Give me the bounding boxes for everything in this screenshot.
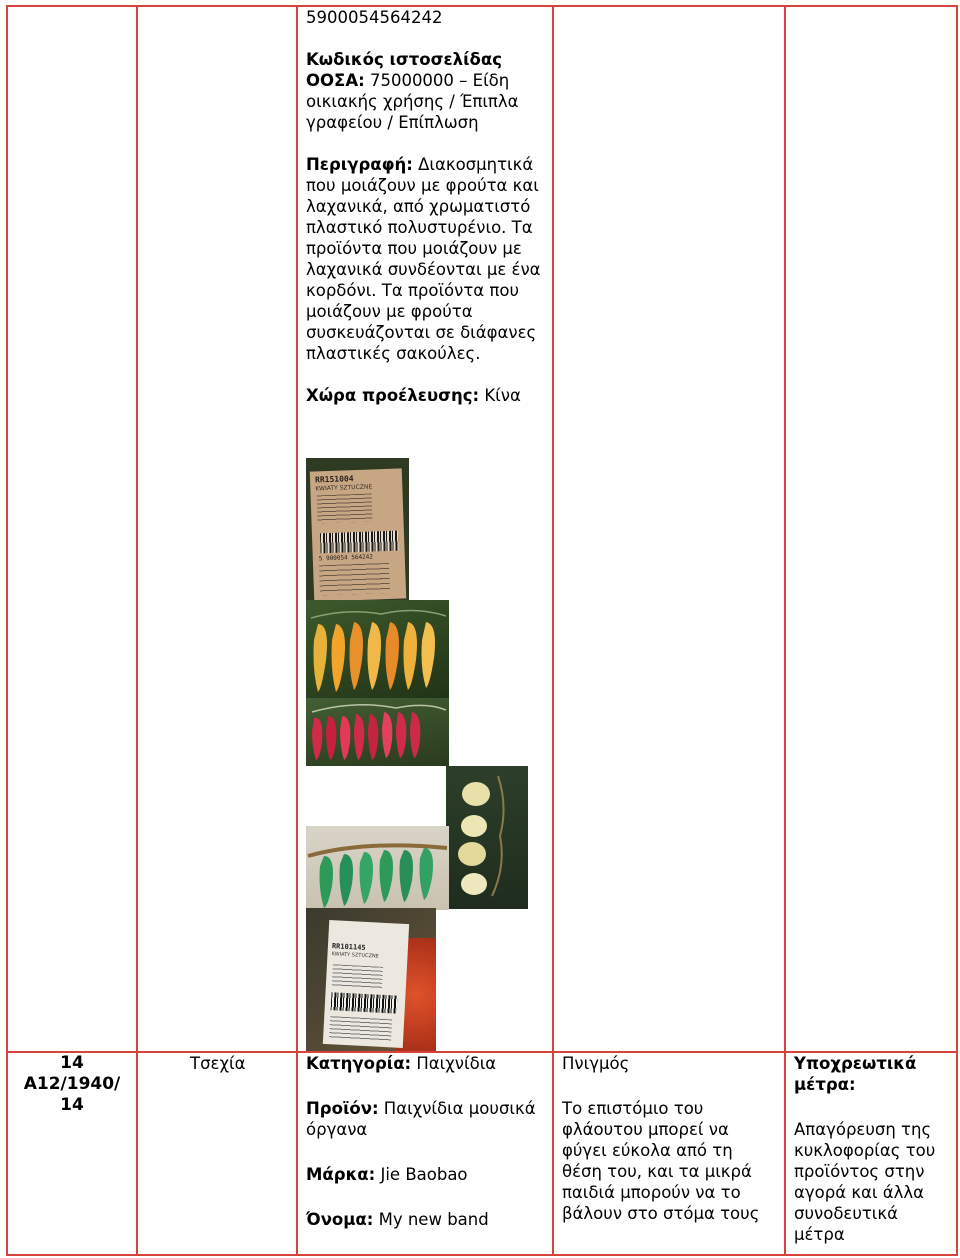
oecd-code — [306, 49, 546, 133]
product-label-photo-1 — [306, 458, 409, 601]
description-value: Διακοσμητικά που μοιάζουν με φρούτα και λαχανικά, από χρωματιστό πλαστικό πολυστυρένιο. Τα προϊόντα που μοιάζουν με λαχανικά συνδέονται με ένα κορδόνι. Τα προϊόντα που μοιάζουν με φρούτα συσκευάζονται σε διάφανες πλαστικές σακούλες. — [306, 155, 541, 363]
risk-text: Το επιστόμιο του φλάουτου μπορεί να φύγει εύκολα από τη θέση του, και τα μικρά παιδιά μπορούν να το βάλουν στο στόμα τους — [562, 1099, 760, 1223]
pea-pods-photo — [306, 826, 449, 910]
name-label: Όνομα: — [306, 1210, 374, 1229]
product-label-photo-2 — [306, 908, 436, 1051]
product-label: Προϊόν: — [306, 1099, 379, 1118]
pea-pods-image — [306, 826, 449, 910]
table-border-col4 — [784, 5, 786, 1256]
country-of-origin — [306, 385, 546, 406]
table-border-bottom — [6, 1254, 958, 1256]
potatoes-photo — [446, 766, 528, 909]
label2-code-text: RR101145 — [331, 942, 366, 952]
risk-title: Πνιγμός — [562, 1054, 630, 1073]
potatoes-image — [446, 766, 528, 909]
yellow-peppers-photo — [306, 600, 449, 699]
table-border-col2 — [296, 5, 298, 1256]
label1-code: RR151004 — [314, 474, 354, 485]
origin-value: Κίνα — [479, 386, 521, 405]
notification-number-line1: 14 — [60, 1053, 84, 1073]
origin-label: Χώρα προέλευσης: — [306, 386, 480, 405]
table-border-col3 — [552, 5, 554, 1256]
measures-text: Απαγόρευση της κυκλοφορίας του προϊόντος στην αγορά και άλλα συνοδευτικά μέτρα — [794, 1120, 936, 1244]
oecd-code-value: 75000000 – Είδη οικιακής χρήσης / Έπιπλα γραφείου / Επίπλωση — [306, 71, 519, 132]
product-value: Παιχνίδια μουσικά όργανα — [306, 1099, 536, 1139]
label1-barcode: 5 900054 564242 — [318, 553, 374, 563]
category — [306, 1053, 546, 1074]
notifying-country — [190, 1053, 290, 1074]
product-details-cell-2 — [306, 1053, 546, 1230]
notification-number-line2: A12/1940/ — [23, 1074, 121, 1094]
product-details-cell — [306, 7, 546, 406]
red-peppers-photo — [306, 698, 449, 766]
yellow-peppers-image — [306, 600, 449, 699]
red-peppers-image — [306, 698, 449, 766]
brand-label: Μάρκα: — [306, 1165, 376, 1184]
table-border-right — [956, 5, 958, 1256]
name-value: My new band — [373, 1210, 489, 1229]
label1-title: KWIATY SZTUCZNE — [315, 483, 373, 493]
brand-value: Jie Baobao — [375, 1165, 468, 1184]
product-name — [306, 1209, 546, 1230]
country-text: Τσεχία — [190, 1054, 246, 1073]
category-value: Παιχνίδια — [411, 1054, 497, 1073]
description-label: Περιγραφή: — [306, 155, 413, 174]
risk-cell — [562, 1053, 776, 1224]
oecd-code-label: Κωδικός ιστοσελίδας ΟΟΣΑ: — [306, 50, 502, 90]
notification-number — [8, 1053, 136, 1116]
notification-number-line3: 14 — [60, 1095, 84, 1115]
barcode-text: 5900054564242 — [306, 8, 443, 27]
label2-title: KWIATY SZTUCZNE — [331, 951, 379, 960]
description — [306, 154, 546, 364]
measures-label: Υποχρεωτικά μέτρα: — [794, 1054, 917, 1094]
table-border-col1 — [136, 5, 138, 1256]
category-label: Κατηγορία: — [306, 1054, 412, 1073]
measures-cell — [794, 1053, 952, 1245]
product — [306, 1098, 546, 1140]
brand — [306, 1164, 546, 1185]
